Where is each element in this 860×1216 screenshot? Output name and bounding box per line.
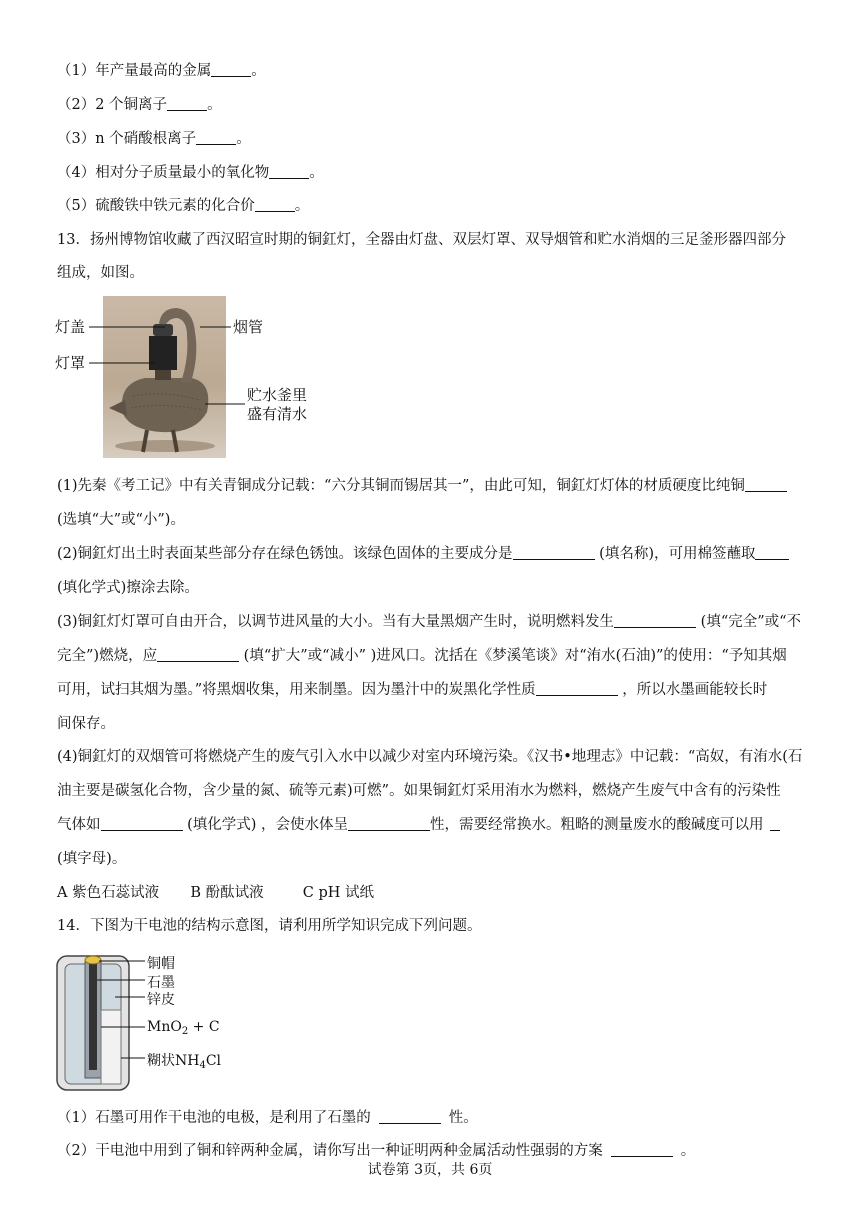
question-text: (2)铜釭灯出土时表面某些部分存在绿色锈蚀。该绿色固体的主要成分是 — [57, 546, 513, 562]
answer-blank[interactable] — [770, 815, 780, 831]
formula-text: 糊状NH — [147, 1053, 200, 1069]
q13-part-1-cont: (选填“大”或“小”)。 — [57, 512, 185, 528]
question-text: 气体如 — [57, 817, 101, 833]
battery-figure — [55, 950, 235, 1092]
answer-blank[interactable] — [755, 544, 789, 560]
question-text: 完全”)燃烧，应 — [57, 648, 158, 664]
formula-text: Cl — [205, 1053, 222, 1069]
label-graphite: 石墨 — [147, 975, 175, 991]
question-text: （2）2 个铜离子 — [57, 97, 168, 113]
answer-blank[interactable] — [513, 544, 595, 560]
option-c[interactable]: C pH 试纸 — [302, 885, 375, 901]
punctuation: 。 — [294, 198, 310, 214]
q12-item-2 — [57, 95, 222, 115]
formula-text: + C — [188, 1019, 220, 1035]
label-smoke-pipe: 烟管 — [233, 318, 264, 336]
answer-blank[interactable] — [611, 1141, 673, 1157]
answer-blank[interactable] — [614, 612, 696, 628]
punctuation: 。 — [207, 97, 222, 113]
q14-part-1 — [57, 1108, 478, 1128]
question-text: (填“完全”或“不 — [696, 614, 802, 630]
punctuation: 。 — [680, 1143, 696, 1159]
answer-blank[interactable] — [348, 815, 430, 831]
q13-part-2 — [57, 544, 789, 564]
question-text: (3)铜釭灯灯罩可自由开合，以调节进风量的大小。当有大量黑烟产生时，说明燃料发生 — [57, 614, 615, 630]
option-a[interactable]: A 紫色石蕊试液 — [57, 885, 160, 901]
label-water-1: 贮水釜里 — [247, 386, 308, 404]
label-zinc: 锌皮 — [147, 992, 175, 1008]
q13-stem-cont: 组成，如图。 — [57, 265, 144, 281]
q13-part-3-cont — [57, 646, 787, 666]
label-water-2: 盛有清水 — [247, 405, 308, 423]
q13-part-3 — [57, 612, 801, 632]
punctuation: 。 — [236, 131, 251, 147]
label-mno2 — [147, 1019, 220, 1037]
answer-blank[interactable] — [157, 646, 239, 662]
question-text: (填“扩大”或“减小” )进风口。沈括在《梦溪笔谈》对“洧水(石油)”的使用：“予知其烟 — [239, 648, 787, 664]
punctuation: 。 — [309, 165, 324, 181]
punctuation: 。 — [251, 63, 266, 79]
answer-blank[interactable] — [196, 129, 236, 145]
question-text: (1)先秦《考工记》中有关青铜成分记载：“六分其铜而锡居其一”，由此可知，铜釭灯灯体的材质硬度比纯铜 — [57, 478, 745, 494]
q12-item-1 — [57, 61, 266, 81]
question-text: （4）相对分子质量最小的氧化物 — [57, 165, 270, 181]
q14-part-2 — [57, 1141, 695, 1161]
q13-part-3-cont2 — [57, 680, 767, 700]
answer-blank[interactable] — [379, 1108, 441, 1124]
question-text: （3）n 个硝酸根离子 — [57, 131, 197, 147]
formula-subscript: 4 — [199, 1060, 206, 1071]
question-text: （5）硫酸铁中铁元素的化合价 — [57, 198, 255, 214]
question-text: (填化学式) ，会使水体呈 — [182, 817, 349, 833]
answer-blank[interactable] — [745, 476, 787, 492]
question-text: 可用，试扫其烟为墨。”将黑烟收集，用来制墨。因为墨汁中的炭黑化学性质 — [57, 682, 536, 698]
page-footer: 试卷第 3页，共 6页 — [367, 1162, 493, 1178]
q12-item-5 — [57, 196, 309, 216]
label-lamp-cap: 灯盖 — [55, 318, 86, 336]
formula-subscript: 2 — [181, 1026, 189, 1037]
answer-blank[interactable] — [167, 95, 207, 111]
q13-part-3-cont3: 间保存。 — [57, 716, 115, 732]
question-text: (填名称)，可用棉签蘸取 — [594, 546, 756, 562]
q13-part-4: (4)铜釭灯的双烟管可将燃烧产生的废气引入水中以减少对室内环境污染。《汉书•地理志》中记载：“高奴，有洧水(石 — [57, 749, 803, 765]
answer-blank[interactable] — [211, 61, 251, 77]
label-nh4cl-paste — [147, 1050, 221, 1071]
answer-blank[interactable] — [536, 680, 618, 696]
answer-blank[interactable] — [101, 815, 183, 831]
question-text: 性，需要经常换水。粗略的测量废水的酸碱度可以用 — [430, 817, 764, 833]
punctuation: 性。 — [448, 1110, 478, 1126]
q13-part-4-cont3: (填字母)。 — [57, 851, 127, 867]
q13-part-4-cont2 — [57, 815, 780, 835]
q13-part-1 — [57, 476, 787, 496]
answer-blank[interactable] — [269, 163, 309, 179]
option-b[interactable]: B 酚酞试液 — [190, 885, 264, 901]
label-copper-cap: 铜帽 — [147, 956, 175, 972]
question-text: ，所以水墨画能较长时 — [617, 682, 768, 698]
q13-options — [57, 883, 374, 903]
q14-stem: 14．下图为干电池的结构示意图，请利用所学知识完成下列问题。 — [57, 918, 482, 934]
question-text: （1）年产量最高的金属 — [57, 63, 212, 79]
question-text: （1）石墨可用作干电池的电极，是利用了石墨的 — [57, 1110, 371, 1126]
q13-stem: 13．扬州博物馆收藏了西汉昭宣时期的铜釭灯，全器由灯盘、双层灯罩、双导烟管和贮水消烟的三足釜形器四部分 — [57, 232, 786, 248]
label-lamp-shade: 灯罩 — [55, 354, 86, 372]
formula-text: MnO — [147, 1019, 182, 1035]
lamp-figure — [55, 296, 325, 460]
answer-blank[interactable] — [255, 196, 295, 212]
q12-item-4 — [57, 163, 324, 183]
q13-part-4-cont: 油主要是碳氢化合物，含少量的氮、硫等元素)可燃”。如果铜釭灯采用洧水为燃料，燃烧产生废气中含有的污染性 — [57, 783, 781, 799]
q12-item-3 — [57, 129, 251, 149]
lamp-leader-lines — [55, 296, 325, 460]
question-text: （2）干电池中用到了铜和锌两种金属，请你写出一种证明两种金属活动性强弱的方案 — [57, 1143, 603, 1159]
q13-part-2-cont: (填化学式)擦涂去除。 — [57, 580, 199, 596]
